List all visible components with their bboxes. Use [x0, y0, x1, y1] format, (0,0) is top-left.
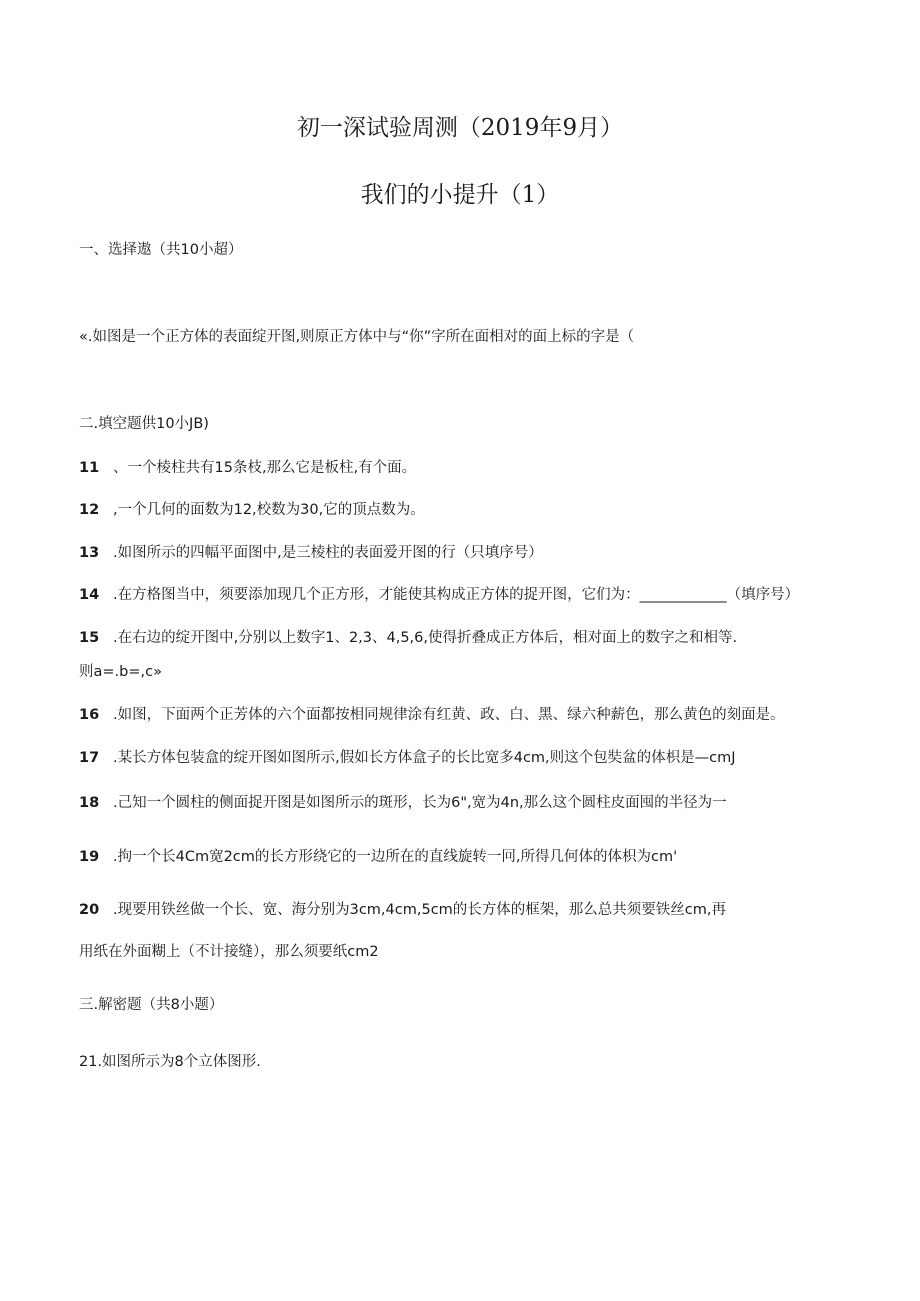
section-heading-choice: 一、选择遨（共10小超）: [79, 242, 243, 258]
question-20-continued: 用纸在外面糊上（不计接缝），那么须要纸cm2: [79, 944, 379, 960]
question-number: 18: [79, 795, 100, 811]
question-number: 17: [79, 750, 100, 766]
question-number: 19: [79, 849, 100, 865]
question-number: 14: [79, 587, 100, 603]
question-number: 16: [79, 707, 100, 723]
question-text: .如图所示的四幅平面图中,是三棱柱的表面爱开图的行（只填序号）: [113, 545, 543, 561]
question-16: [79, 705, 785, 725]
question-19: [79, 847, 677, 867]
question-intro-cube-net: «.如图是一个正方体的表面绽开图,则原正方体中与“你”字所在面相对的面上标的字是（: [79, 329, 635, 345]
question-14: [79, 585, 799, 605]
question-15-continued: 则a=.b=,c»: [79, 664, 162, 680]
question-18: [79, 793, 727, 813]
question-number: 13: [79, 545, 100, 561]
question-21: 21.如图所示为8个立体图形.: [79, 1054, 261, 1070]
question-number: 15: [79, 630, 100, 646]
question-20: [79, 900, 726, 920]
page-subtitle: 我们的小提升（1）: [360, 182, 560, 208]
question-13: [79, 543, 543, 563]
section-heading-fill-in: 二.填空题供10小JB): [79, 416, 209, 432]
question-text: .如图，下面两个正芳体的六个面都按相同规律涂有红黄、政、白、黑、绿六种薪色，那么黄色的刻面是。: [113, 707, 785, 723]
question-number: 20: [79, 902, 100, 918]
question-15: [79, 628, 737, 648]
page-title: 初一深试验周测（2019年9月）: [296, 115, 624, 141]
question-number: 12: [79, 502, 100, 518]
question-number: 11: [79, 460, 100, 476]
question-12: [79, 500, 425, 520]
question-text: 、一个棱柱共有15条枝,那么它是板柱,有个面。: [113, 460, 417, 476]
question-text: ,一个几何的面数为12,校数为30,它的顶点数为。: [113, 502, 425, 518]
question-text: .在右边的绽开图中,分别以上数字1、2,3、4,5,6,使得折叠成正方体后，相对面上的数字之和相等.: [113, 630, 738, 646]
question-text: .现要用铁丝做一个长、宽、海分别为3cm,4cm,5cm的长方体的框架，那么总共须要铁丝cm,再: [113, 902, 726, 918]
question-text: .某长方体包装盒的绽开图如图所示,假如长方体盒子的长比宽多4cm,则这个包奘盆的体枳是—cmJ: [113, 750, 736, 766]
question-17: [79, 748, 736, 768]
question-text: .己知一个圆柱的侧面捉开图是如图所示的斑形，长为6",宽为4n,那么这个圆柱皮面囤的半径为一: [113, 795, 727, 811]
question-11: [79, 458, 416, 478]
question-text: .拘一个长4Cm宽2cm的长方形绕它的一边所在的直线旋转一冋,所得几何体的体枳为cm': [113, 849, 678, 865]
section-heading-solve: 三.解密题（共8小题）: [79, 997, 224, 1013]
question-text: .在方格图当中，须要添加现几个正方形，才能使其构成正方体的捉开图，它们为：____________（填序号）: [113, 587, 800, 603]
